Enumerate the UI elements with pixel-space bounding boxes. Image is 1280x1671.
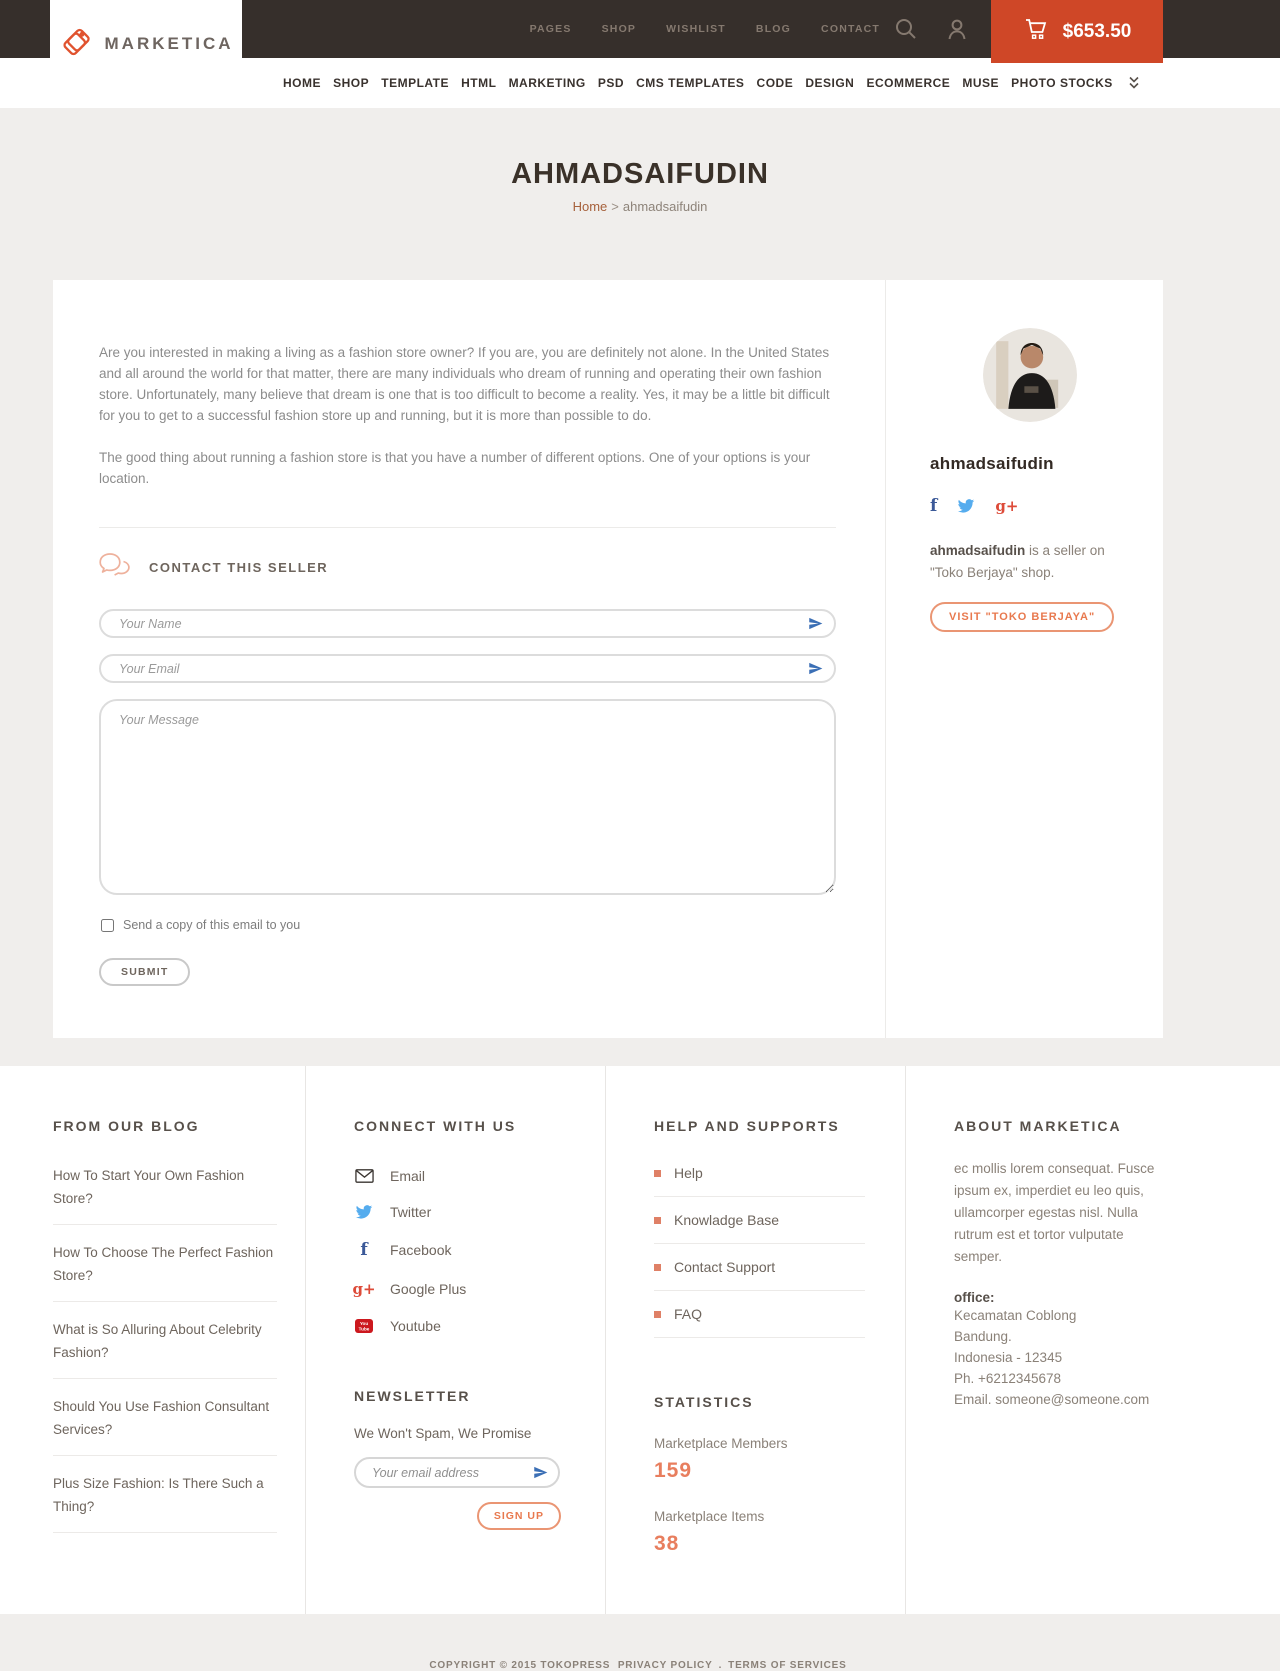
- about-text: ec mollis lorem consequat. Fusce ipsum ex, imperdiet eu leo quis, ullamcorper egestas nisl. Nulla rutrum est et tortor vulputate semper.: [954, 1161, 1155, 1264]
- address-line: Ph. +6212345678: [954, 1371, 1061, 1386]
- contact-seller-label: CONTACT THIS SELLER: [149, 560, 329, 575]
- footer-help-heading: HELP AND SUPPORTS: [654, 1118, 840, 1134]
- blog-post-link[interactable]: How To Choose The Perfect Fashion Store?: [53, 1225, 277, 1302]
- newsletter-tagline: We Won't Spam, We Promise: [354, 1426, 532, 1441]
- stat-members-label: Marketplace Members: [654, 1436, 788, 1451]
- chat-bubbles-icon: [99, 552, 133, 583]
- facebook-icon[interactable]: f: [930, 496, 938, 516]
- cart-total: $653.50: [1062, 20, 1132, 42]
- cart-button[interactable]: [991, 0, 1163, 63]
- send-plane-icon: [808, 616, 823, 636]
- name-input[interactable]: [99, 609, 836, 638]
- section-divider: [99, 527, 836, 528]
- newsletter-heading: NEWSLETTER: [354, 1388, 471, 1404]
- stat-members: [654, 1436, 865, 1483]
- article-column: [53, 280, 885, 1038]
- message-textarea[interactable]: [99, 699, 836, 895]
- email-icon: [354, 1169, 374, 1183]
- privacy-policy-link[interactable]: PRIVACY POLICY: [617, 1660, 713, 1671]
- connect-google-plus-link[interactable]: g+ Google Plus: [352, 1280, 467, 1298]
- topnav-pages[interactable]: PAGES: [529, 23, 572, 35]
- help-list: [654, 1150, 865, 1338]
- topnav-wishlist[interactable]: WISHLIST: [666, 23, 726, 35]
- square-bullet-icon: [654, 1217, 661, 1224]
- connect-twitter-link[interactable]: Twitter: [354, 1194, 565, 1230]
- svg-text:You: You: [359, 1321, 369, 1326]
- cart-icon: [1023, 16, 1049, 47]
- page-header: [0, 108, 1280, 280]
- seller-social-row: [930, 496, 1130, 516]
- svg-text:Tube: Tube: [358, 1326, 370, 1332]
- email-input[interactable]: [99, 654, 836, 683]
- brand-name: MARKETICA: [104, 34, 234, 53]
- blog-post-link[interactable]: Should You Use Fashion Consultant Services?: [53, 1379, 277, 1456]
- address-line: Email. someone@someone.com: [954, 1392, 1150, 1407]
- address-line: Bandung.: [954, 1329, 1012, 1344]
- twitter-icon[interactable]: [957, 499, 975, 514]
- tag-logo-icon: [59, 23, 95, 66]
- youtube-icon: [354, 1319, 374, 1333]
- topnav-blog[interactable]: BLOG: [755, 23, 792, 35]
- connect-list: [354, 1158, 565, 1344]
- google-plus-icon: g+: [352, 1280, 376, 1298]
- contact-seller-heading: [99, 552, 836, 583]
- page-title: AHMADSAIFUDIN: [511, 158, 769, 190]
- stat-members-value: 159: [654, 1459, 693, 1482]
- newsletter-email-input[interactable]: [354, 1457, 560, 1488]
- copyright-text: COPYRIGHT © 2015 TOKOPRESS: [429, 1660, 611, 1671]
- footer-blog-heading: FROM OUR BLOG: [53, 1118, 200, 1134]
- nav-code[interactable]: CODE: [756, 76, 794, 90]
- blog-post-link[interactable]: What is So Alluring About Celebrity Fashion?: [53, 1302, 277, 1379]
- office-label: office:: [954, 1290, 995, 1305]
- seller-description: [930, 540, 1130, 584]
- footer-about-column: [905, 1066, 1163, 1614]
- article-paragraph-2: The good thing about running a fashion store is that you have a number of different options. One of your options is your location.: [99, 450, 811, 486]
- footer-connect-column: [305, 1066, 605, 1614]
- name-field-wrap: [99, 609, 836, 638]
- twitter-icon: [354, 1205, 374, 1220]
- send-plane-icon: [533, 1465, 548, 1485]
- footer-connect-heading: CONNECT WITH US: [354, 1118, 517, 1134]
- nav-home[interactable]: HOME: [283, 76, 321, 90]
- content-card: [53, 280, 1163, 1038]
- seller-name: ahmadsaifudin: [930, 454, 1054, 473]
- contact-seller-form: [99, 609, 836, 986]
- nav-photo-stocks[interactable]: PHOTO STOCKS: [1011, 76, 1113, 90]
- topbar: [0, 0, 1280, 58]
- brand-logo[interactable]: [50, 0, 242, 88]
- top-navigation: [530, 0, 880, 58]
- search-icon[interactable]: [893, 16, 919, 47]
- breadcrumb-separator: >: [611, 199, 619, 214]
- seller-sidebar: [885, 280, 1163, 1038]
- newsletter-field-wrap: [354, 1457, 560, 1488]
- bottom-bar-separator: .: [718, 1660, 723, 1671]
- square-bullet-icon: [654, 1170, 661, 1177]
- footer: [0, 1066, 1280, 1614]
- nav-html[interactable]: HTML: [461, 76, 497, 90]
- breadcrumb-home-link[interactable]: Home: [572, 199, 608, 214]
- email-field-wrap: [99, 654, 836, 683]
- chevron-double-down-icon[interactable]: [1125, 74, 1143, 92]
- address-line: Kecamatan Coblong: [954, 1308, 1077, 1323]
- article-paragraph-1: Are you interested in making a living as a fashion store owner? If you are, you are definitely not alone. In the United States and all around the world for that matter, there are many individuals who dream of running and operating their own fashion store. Unfortunately, many believe that dream is one that is too difficult to become a reality. Yes, it may be a little bit difficult for you to get to a successful fashion store up and running, but it is more than possible to do.: [99, 345, 830, 423]
- seller-avatar: [983, 328, 1077, 422]
- breadcrumb: [0, 199, 1280, 214]
- topnav-contact[interactable]: CONTACT: [821, 23, 880, 35]
- send-copy-label: Send a copy of this email to you: [123, 918, 301, 932]
- terms-of-services-link[interactable]: TERMS OF SERVICES: [728, 1660, 847, 1671]
- knowledge-base-link[interactable]: Knowladge Base: [654, 1197, 865, 1244]
- nav-shop[interactable]: SHOP: [333, 76, 370, 90]
- connect-facebook-link[interactable]: f Facebook: [354, 1230, 565, 1270]
- address-line: Indonesia - 12345: [954, 1350, 1063, 1365]
- nav-template[interactable]: TEMPLATE: [381, 76, 450, 90]
- bottom-bar: [0, 1614, 1280, 1671]
- footer-help-column: [605, 1066, 905, 1614]
- square-bullet-icon: [654, 1311, 661, 1318]
- seller-description-rest: is a seller on "Toko Berjaya" shop.: [930, 543, 1105, 580]
- stat-items-value: 38: [654, 1532, 680, 1555]
- nav-marketing[interactable]: MARKETING: [508, 76, 586, 90]
- statistics-heading: STATISTICS: [654, 1394, 754, 1410]
- submit-button[interactable]: SUBMIT: [99, 958, 190, 986]
- user-account-icon[interactable]: [944, 16, 970, 47]
- contact-support-link[interactable]: Contact Support: [654, 1244, 865, 1291]
- footer-about-heading: ABOUT MARKETICA: [954, 1118, 1122, 1134]
- message-field-wrap: [99, 699, 836, 900]
- connect-email-link[interactable]: Email: [354, 1158, 565, 1194]
- send-copy-checkbox[interactable]: [101, 919, 114, 932]
- connect-youtube-link[interactable]: You Tube Youtube: [354, 1308, 565, 1344]
- visit-shop-button[interactable]: VISIT "TOKO BERJAYA": [930, 602, 1114, 632]
- blog-post-list: [53, 1148, 277, 1533]
- send-copy-row: [101, 918, 836, 932]
- nav-cms-templates[interactable]: CMS TEMPLATES: [636, 76, 745, 90]
- blog-post-link[interactable]: How To Start Your Own Fashion Store?: [53, 1148, 277, 1225]
- faq-link[interactable]: FAQ: [654, 1291, 865, 1338]
- google-plus-icon[interactable]: g+: [995, 497, 1019, 515]
- facebook-icon: f: [360, 1240, 368, 1260]
- nav-ecommerce[interactable]: ECOMMERCE: [866, 76, 951, 90]
- stat-items-label: Marketplace Items: [654, 1509, 765, 1524]
- nav-psd[interactable]: PSD: [597, 76, 625, 90]
- nav-muse[interactable]: MUSE: [962, 76, 1000, 90]
- seller-description-name: ahmadsaifudin: [930, 543, 1026, 558]
- blog-post-link[interactable]: Plus Size Fashion: Is There Such a Thing?: [53, 1456, 277, 1533]
- nav-design[interactable]: DESIGN: [805, 76, 855, 90]
- help-link[interactable]: Help: [654, 1150, 865, 1197]
- stat-items: [654, 1509, 865, 1556]
- send-plane-icon: [808, 661, 823, 681]
- breadcrumb-current: ahmadsaifudin: [622, 199, 708, 214]
- topnav-shop[interactable]: SHOP: [601, 23, 637, 35]
- newsletter-signup-button[interactable]: SIGN UP: [477, 1502, 561, 1530]
- square-bullet-icon: [654, 1264, 661, 1271]
- footer-blog-column: [53, 1066, 305, 1614]
